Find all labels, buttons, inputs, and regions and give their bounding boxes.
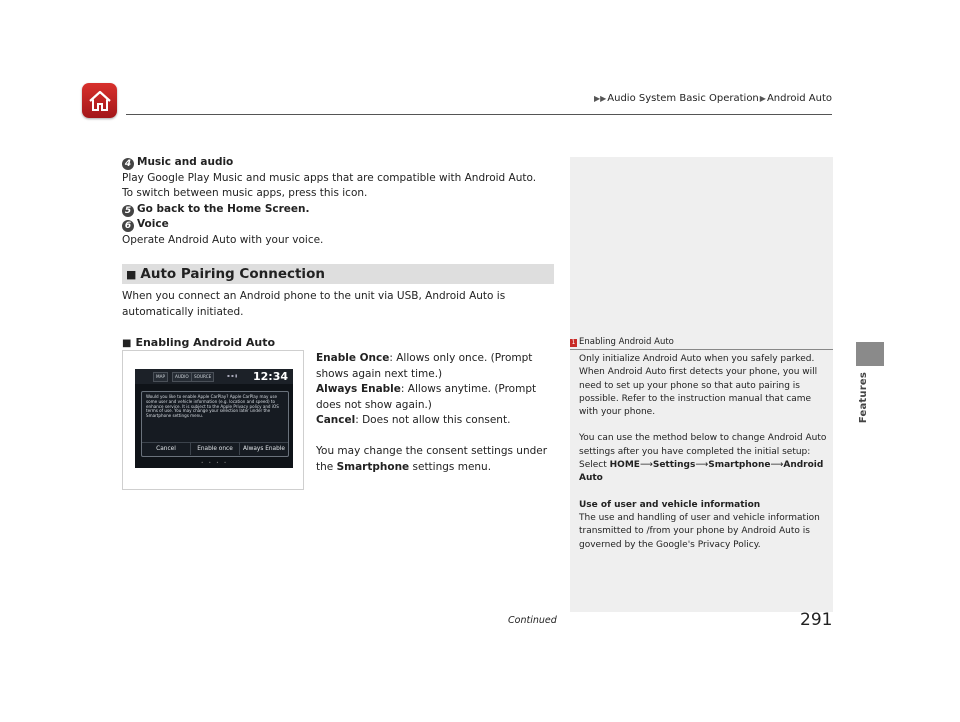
screen-tab-source: SOURCE xyxy=(191,372,214,382)
item-title: Voice xyxy=(137,218,169,230)
breadcrumb-arrow-icon: ▶ xyxy=(759,94,766,103)
page-number: 291 xyxy=(800,610,833,630)
item-heading xyxy=(122,155,562,171)
breadcrumb-item-audio-basic[interactable]: Audio System Basic Operation xyxy=(607,93,759,104)
consent-dialog-text: Would you like to enable Apple CarPlay? Apple CarPlay may use some user and vehicle information (e.g. location and speed) to enhance service. It is subject to the Apple Privacy policy and iOS terms of use. You may change your selection later under the Smartphone settings menu. xyxy=(146,394,279,419)
note-para: Only initialize Android Auto when you safely parked. When Android Auto first detects your phone, you will need to set up your phone so that auto pairing is possible. Refer to the instruction manual that came with your phone. xyxy=(579,354,818,418)
breadcrumb xyxy=(593,93,832,104)
signal-icon: ▪ ▪ ▮ xyxy=(227,373,238,378)
note-body xyxy=(579,353,827,565)
screen-clock: 12:34 xyxy=(253,370,289,383)
continued-label: Continued xyxy=(508,615,557,626)
features-tab-label: Features xyxy=(858,372,869,424)
subsection-heading xyxy=(122,336,275,349)
option-enable-once: Enable Once: Allows only once. (Prompt shows again next time.) xyxy=(316,352,533,380)
breadcrumb-item-android-auto[interactable]: Android Auto xyxy=(766,93,832,104)
item-title: Music and audio xyxy=(137,156,234,168)
subsection-title: Enabling Android Auto xyxy=(135,336,276,349)
item-text: Operate Android Auto with your voice. xyxy=(122,233,324,246)
home-icon[interactable] xyxy=(82,83,117,118)
note-heading: 1 Enabling Android Auto xyxy=(570,337,833,350)
item-text: To switch between music apps, press this icon. xyxy=(122,187,368,199)
option-always-enable: Always Enable: Allows anytime. (Prompt does not show again.) xyxy=(316,383,537,411)
screen-tab-audio: AUDIO xyxy=(172,372,192,382)
consent-dialog xyxy=(141,391,289,457)
consent-dialog-buttons xyxy=(142,442,288,455)
header-rule xyxy=(126,114,832,115)
section-text: When you connect an Android phone to the unit via USB, Android Auto is automatically initiated. xyxy=(122,290,506,318)
item-heading xyxy=(122,217,562,233)
arrow-icon: ⟶ xyxy=(770,460,784,471)
item-heading xyxy=(122,202,562,218)
page-dots-icon: • • • • xyxy=(201,460,229,465)
note-icon: 1 xyxy=(571,339,576,346)
dialog-enable-once-button: Enable once xyxy=(191,442,240,455)
item-number-badge: 4 xyxy=(122,158,134,170)
note-para: The use and handling of user and vehicle information transmitted to /from your phone by Android Auto is governed by the Google's Privacy Policy. xyxy=(579,512,820,550)
section-title: Auto Pairing Connection xyxy=(140,266,325,282)
section-marker-icon: ■ xyxy=(126,267,137,281)
item-text: Play Google Play Music and music apps that are compatible with Android Auto. xyxy=(122,171,537,184)
screen-tab-map: MAP xyxy=(153,372,168,382)
dialog-cancel-button: Cancel xyxy=(142,442,191,455)
option-descriptions xyxy=(316,351,560,475)
dialog-always-enable-button: Always Enable xyxy=(240,442,288,455)
item-title: Go back to the Home Screen. xyxy=(137,202,310,215)
arrow-icon: ⟶ xyxy=(639,460,653,471)
features-tab-block[interactable] xyxy=(856,342,884,366)
item-number-badge: 5 xyxy=(122,205,134,217)
note-para-settings: You can use the method below to change Android Auto settings after you have completed the initial setup: Select HOME⟶Settings⟶Smartphone⟶Android Auto xyxy=(579,433,827,484)
head-unit-screen xyxy=(135,369,293,468)
option-cancel: Cancel: Does not allow this consent. xyxy=(316,414,511,426)
note-subheading: Use of user and vehicle information xyxy=(579,499,761,510)
breadcrumb-arrow-icon: ▶▶ xyxy=(593,94,607,103)
consent-settings-note: You may change the consent settings under the Smartphone settings menu. xyxy=(316,445,548,473)
subsection-marker-icon: ■ xyxy=(122,338,132,349)
main-items xyxy=(122,155,562,248)
section-heading xyxy=(122,264,554,284)
item-number-badge: 6 xyxy=(122,220,134,232)
arrow-icon: ⟶ xyxy=(695,460,709,471)
